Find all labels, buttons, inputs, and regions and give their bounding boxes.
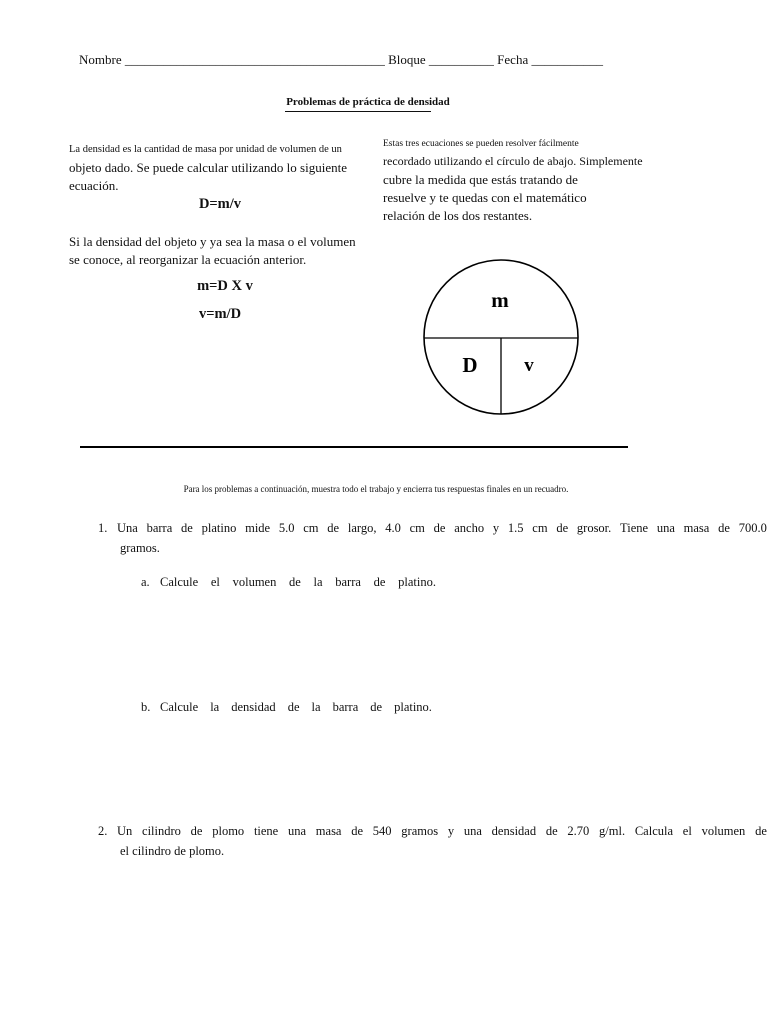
problem-1-word: de (181, 521, 193, 535)
problem-2-word: plomo (212, 824, 245, 838)
left-paragraph-1-line-2: objeto dado. Se puede calcular utilizando lo siguiente (69, 160, 347, 175)
page-title: Problemas de práctica de densidad (286, 96, 450, 108)
problem-1a-word: barra (335, 575, 361, 589)
problem-2-word: Un (117, 824, 133, 838)
problem-2-word: volumen (701, 824, 746, 838)
problem-1-word: 4.0 (385, 521, 401, 535)
problem-1-word: de (718, 521, 730, 535)
problem-1-word: y (492, 521, 500, 535)
problem-1-word: cm (303, 521, 319, 535)
problem-1a-letter: a. (141, 575, 150, 589)
date-field-label: Fecha ___________ (497, 52, 603, 67)
problem-1-word: largo, (347, 521, 377, 535)
problem-1a-word: platino. (398, 575, 436, 589)
problem-1-word: Una (117, 521, 138, 535)
problem-2-word: g/ml. (599, 824, 626, 838)
formula-volume: v=m/D (198, 306, 242, 322)
block-field-label: Bloque __________ (388, 52, 494, 67)
problem-2-word: 2.70 (567, 824, 590, 838)
circle-label-mass: m (491, 288, 509, 312)
problem-2-word: 540 (372, 824, 392, 838)
problem-1-word: de (556, 521, 569, 535)
problem-1b-word: densidad (231, 700, 276, 714)
problem-2-word: de (190, 824, 203, 838)
problem-1b-word: platino. (394, 700, 432, 714)
problem-2-number: 2. (98, 824, 108, 838)
problem-2-word: Calcula (634, 824, 674, 838)
problem-1-word: ancho (454, 521, 485, 535)
problem-1-word: 5.0 (278, 521, 295, 535)
problem-2-text-line (117, 821, 767, 841)
problem-2-word: densidad (491, 824, 537, 838)
density-circle-diagram (420, 258, 584, 422)
problem-2-word: una (463, 824, 482, 838)
circle-label-density: D (462, 353, 478, 377)
problem-1-word: mide (245, 521, 271, 535)
right-paragraph-line-2: recordado utilizando el círculo de abajo. Simplemente (383, 154, 643, 168)
problem-1-word: platino (201, 521, 237, 535)
problem-2-continuation: el cilindro de plomo. (120, 844, 225, 858)
problem-2-word: el (682, 824, 692, 838)
problem-2-word: de (755, 824, 767, 838)
problem-1b-word: barra (332, 700, 359, 714)
problem-1a-text (160, 572, 436, 592)
problem-1a-word: volumen (232, 575, 277, 589)
formula-mass: m=D X v (197, 278, 253, 294)
name-field-label: Nombre ________________________________________ (79, 52, 385, 67)
problem-1-word: 1.5 (507, 521, 524, 535)
formula-density: D=m/v (198, 196, 242, 212)
problem-2-word: y (447, 824, 455, 838)
title-underline (285, 111, 431, 112)
problem-1b-word: de (287, 700, 300, 714)
problem-1b-word: la (311, 700, 321, 714)
problem-1b-word: la (210, 700, 220, 714)
left-paragraph-1-line-1: La densidad es la cantidad de masa por unidad de volumen de un (69, 144, 342, 155)
right-paragraph-line-3: cubre la medida que estás tratando de (383, 172, 578, 187)
problem-2-word: cilindro (142, 824, 181, 838)
problem-1b-word: de (370, 700, 383, 714)
instructions-text: Para los problemas a continuación, muestra todo el trabajo y encierra tus respuestas finales en un recuadro. (183, 484, 569, 494)
problem-1-word: de (433, 521, 446, 535)
circle-label-volume: v (524, 355, 534, 376)
problem-1a-word: Calcule (160, 575, 199, 589)
problem-1a-word: de (289, 575, 301, 589)
problem-1-word: grosor. (576, 521, 612, 535)
left-paragraph-2-line-2: se conoce, al reorganizar la ecuación anterior. (69, 252, 307, 267)
problem-2-word: de (545, 824, 558, 838)
problem-1b-text (160, 697, 432, 717)
right-paragraph-line-5: relación de los dos restantes. (383, 208, 533, 223)
problem-1a-word: de (373, 575, 386, 589)
left-paragraph-1-line-3: ecuación. (69, 178, 119, 193)
problem-1-word: Tiene (620, 521, 649, 535)
problem-1b-letter: b. (141, 700, 151, 714)
problem-1-word: barra (146, 521, 173, 535)
left-paragraph-2-line-1: Si la densidad del objeto y ya sea la masa o el volumen (69, 234, 356, 249)
problem-1-word: masa (683, 521, 710, 535)
problem-1-continuation: gramos. (120, 541, 160, 555)
problem-2-word: tiene (253, 824, 279, 838)
problem-2-word: una (287, 824, 307, 838)
problem-2-word: gramos (401, 824, 439, 838)
section-separator (80, 446, 628, 448)
problem-1a-word: la (313, 575, 323, 589)
problem-1-number: 1. (98, 521, 108, 535)
problem-2-word: masa (315, 824, 342, 838)
problem-1b-word: Calcule (160, 700, 199, 714)
right-paragraph-line-4: resuelve y te quedas con el matemático (383, 190, 587, 205)
problem-1a-word: el (210, 575, 220, 589)
problem-1-word: de (327, 521, 340, 535)
right-paragraph-line-1: Estas tres ecuaciones se pueden resolver fácilmente (383, 139, 579, 149)
problem-2-word: de (351, 824, 364, 838)
problem-1-word: una (656, 521, 675, 535)
problem-1-text-line (117, 518, 767, 538)
header-line (79, 52, 603, 68)
problem-1-word: cm (532, 521, 548, 535)
problem-1-word: cm (409, 521, 425, 535)
problem-1-word: 700.0 (738, 521, 767, 535)
